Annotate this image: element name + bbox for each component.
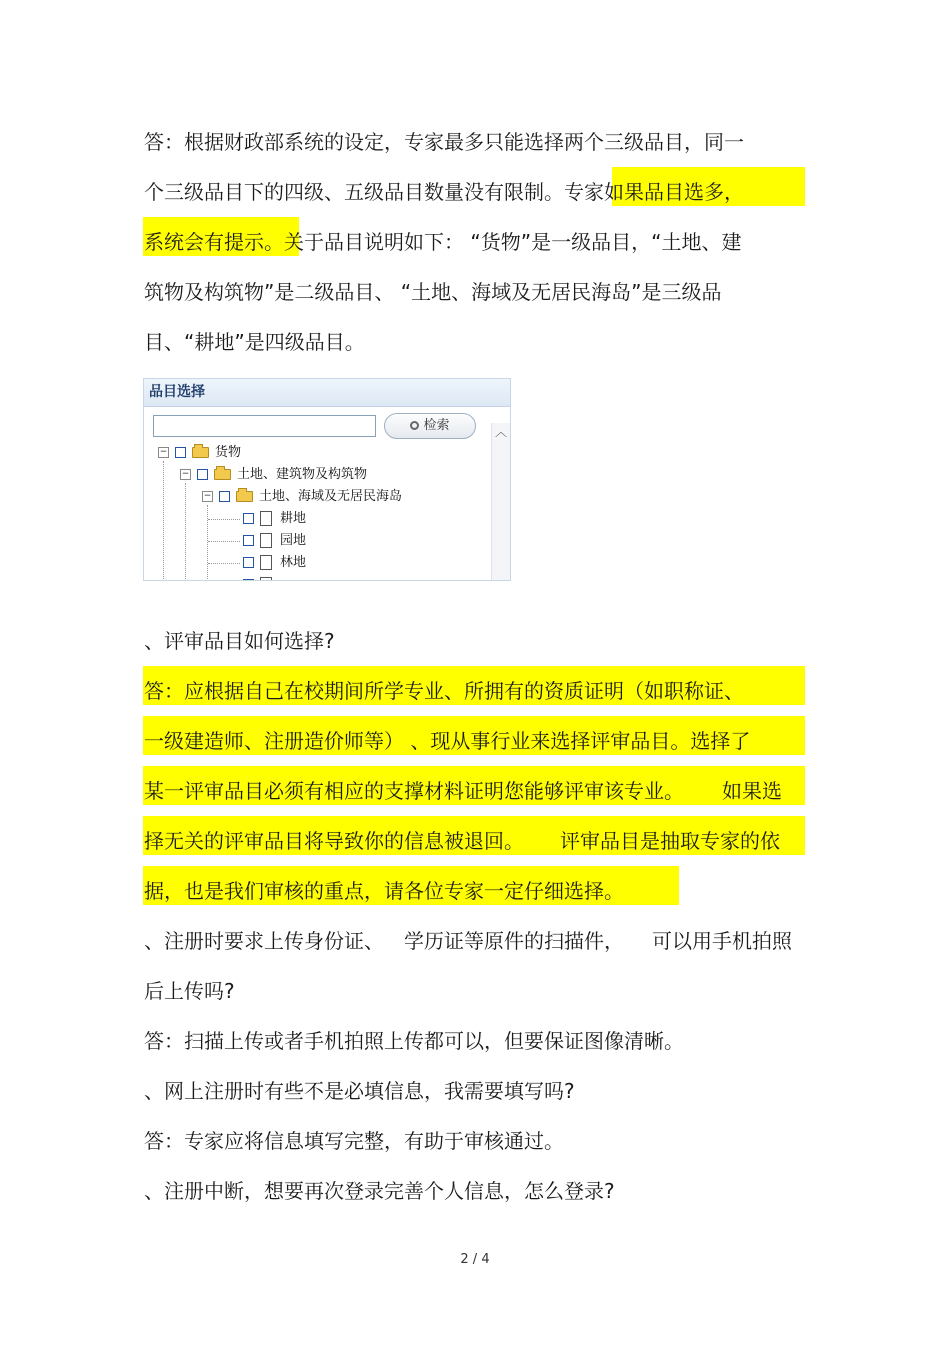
para1-line1: 答：根据财政部系统的设定，专家最多只能选择两个三级品目，同一 [144,130,744,154]
q2-answer-line1: 答：应根据自己在校期间所学专业、所拥有的资质证明（如职称证、 [144,679,744,703]
collapse-icon[interactable]: − [181,469,190,479]
collapse-icon[interactable]: − [159,447,168,457]
tree-connector [207,505,208,579]
q2-answer-line5: 据，也是我们审核的重点，请各位专家一定仔细选择。 [144,879,624,903]
folder-icon [192,447,209,458]
checkbox[interactable] [219,491,230,502]
checkbox[interactable] [175,447,186,458]
page-number: 2 / 4 [460,1252,490,1267]
q5-question: 、注册中断，想要再次登录完善个人信息，怎么登录? [144,1179,615,1203]
q2-answer-line2: 一级建造师、注册造价师等） 、现从事行业来选择评审品目。选择了 [144,729,751,753]
document-icon [260,511,272,526]
para1-line2-text: 个三级品目下的四级、五级品目数量没有限制。专家 [144,180,604,204]
folder-icon [214,469,231,480]
document-icon [260,577,272,581]
q2-question: 、评审品目如何选择? [144,629,335,653]
tree-connector [208,541,240,542]
q3-question-b: 学历证等原件的扫描件， [404,929,624,953]
q4-question: 、网上注册时有些不是必填信息，我需要填写吗? [144,1079,575,1103]
para1-line2-highlight: 如果品目选多， [604,180,744,204]
q3-question-a: 、注册时要求上传身份证、 [144,929,384,953]
q2-answer-line4 [144,828,780,854]
tree-scrollbar[interactable] [491,423,511,581]
q3-question-c: 可以用手机拍照 [652,929,792,953]
q4-answer: 答：专家应将信息填写完整，有助于审核通过。 [144,1129,564,1153]
tree-connector [163,461,164,579]
collapse-icon[interactable]: − [203,491,212,501]
tree-node-label: 土地、海域及无居民海岛 [259,489,403,504]
tree-node-label: 耕地 [280,511,307,526]
checkbox [243,579,254,581]
q2-answer-line3-a: 某一评审品目必须有相应的支撑材料证明您能够评审该专业。 [144,779,684,803]
checkbox[interactable] [243,557,254,568]
tree-node-label: 园地 [280,533,307,548]
document-icon [260,555,272,570]
para1-line3 [144,229,741,255]
checkbox[interactable] [197,469,208,480]
search-button-label: 检索 [423,418,450,433]
para1-line2 [144,179,744,205]
scroll-up-icon[interactable]: ︿ [494,425,507,439]
search-input[interactable] [153,415,376,437]
q2-answer-line4-b: 评审品目是抽取专家的依 [560,829,780,853]
tree-connector [185,483,186,579]
tree-node-partial [243,575,280,581]
document-icon [260,533,272,548]
tree-node-l2[interactable] [180,465,367,485]
q3-question-line1 [144,928,792,954]
search-icon [410,421,419,430]
tree-node-l3[interactable] [202,487,402,507]
tree-node-label: 土地、建筑物及构筑物 [237,467,368,482]
tree-node-label: 林地 [280,555,307,570]
tree-node-l4a[interactable] [243,509,306,529]
search-button[interactable] [384,413,476,439]
q3-question-line2: 后上传吗? [144,979,235,1003]
q2-answer-line4-a: 择无关的评审品目将导致你的信息被退回。 [144,829,524,853]
q2-answer-line3-b: 如果选 [722,779,782,803]
tree-connector [208,519,240,520]
para1-line3-text: 关于品目说明如下： “货物”是一级品目，“土地、建 [284,230,742,254]
para1-line5: 目、“耕地”是四级品目。 [144,330,365,354]
tree-node-label: 货物 [215,445,242,460]
para1-line4: 筑物及构筑物”是二级品目、 “土地、海域及无居民海岛”是三级品 [144,280,722,304]
widget-title: 品目选择 [144,379,510,407]
checkbox[interactable] [243,513,254,524]
para1-line3-highlight: 系统会有提示。 [144,230,284,254]
tree-connector [208,563,240,564]
folder-icon [236,491,253,502]
q2-answer-line3 [144,778,782,804]
tree-node-l4b[interactable] [243,531,306,551]
tree-node-l1[interactable] [158,443,241,463]
checkbox[interactable] [243,535,254,546]
category-selection-widget [143,378,511,581]
q3-answer: 答：扫描上传或者手机拍照上传都可以，但要保证图像清晰。 [144,1029,684,1053]
tree-node-l4c[interactable] [243,553,306,573]
